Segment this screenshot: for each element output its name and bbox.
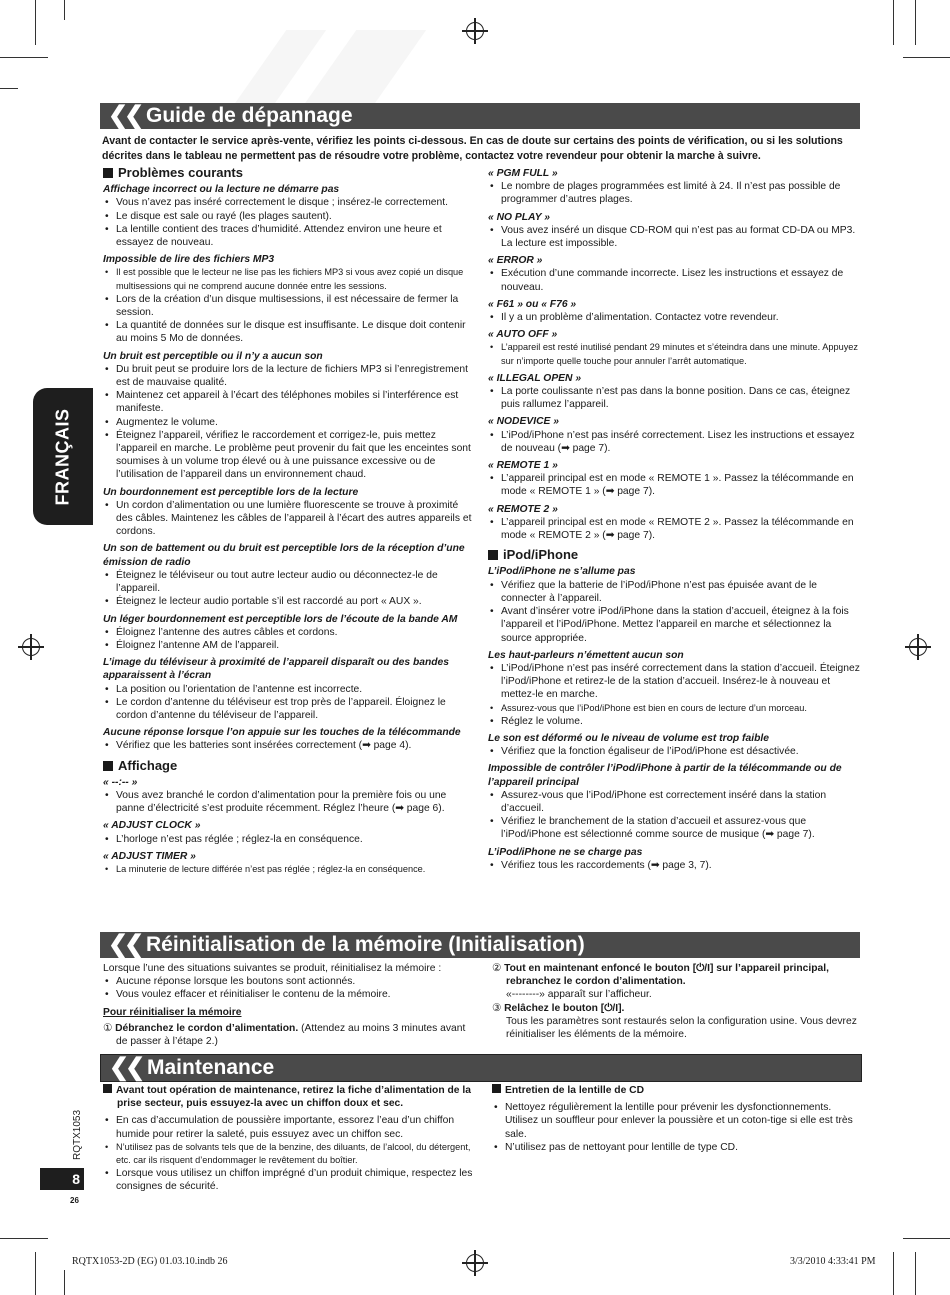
- section-title: Guide de dépannage: [146, 104, 353, 127]
- solution-list: [488, 472, 862, 498]
- maintenance-right: [492, 1084, 862, 1154]
- solution-list: [488, 311, 862, 324]
- small-page-number: 26: [70, 1196, 79, 1205]
- crop-mark: [35, 0, 36, 45]
- solution-list: [488, 385, 862, 411]
- registration-mark-icon: [466, 22, 484, 40]
- crop-mark: [0, 57, 48, 58]
- registration-mark-icon: [909, 638, 927, 656]
- problem-title: Impossible de lire des fichiers MP3: [103, 254, 275, 266]
- problem-title: « PGM FULL »: [488, 168, 558, 179]
- lens-list: [492, 1101, 862, 1154]
- list-item: • Augmentez le volume.: [103, 416, 477, 429]
- step-bold: Débranchez le cordon d’alimentation.: [115, 1022, 299, 1034]
- step-bold: Relâchez le bouton [⏻/I].: [504, 1002, 625, 1014]
- reset-right: [492, 962, 862, 1041]
- lens-heading: [492, 1084, 862, 1097]
- solution-list: [488, 180, 862, 206]
- solution-list: [103, 626, 477, 652]
- solution-list: [103, 569, 477, 609]
- solution-list: [103, 833, 477, 846]
- list-item: • Vérifiez que les batteries sont insérées correctement (➡ page 4).: [103, 739, 477, 752]
- list-item: • Vérifiez que la batterie de l’iPod/iPhone n’est pas épuisée avant de le connecter à l’appareil.: [488, 579, 862, 605]
- list-item: • La quantité de données sur le disque est insuffisante. Le disque doit contenir au moins 5 Mo de données.: [103, 319, 477, 345]
- problem-title: Un léger bourdonnement est perceptible lors de l’écoute de la bande AM: [103, 613, 458, 625]
- solution-list: [103, 863, 477, 876]
- crop-mark: [893, 0, 894, 45]
- problem-groups: [103, 183, 477, 752]
- display-message-groups: [488, 167, 862, 542]
- crop-mark: [0, 88, 18, 89]
- reset-intro: Lorsque l’une des situations suivantes se produit, réinitialisez la mémoire :: [103, 963, 442, 974]
- list-item: • Aucune réponse lorsque les boutons sont actionnés.: [103, 975, 473, 988]
- list-item: • Lors de la création d’un disque multisessions, il est nécessaire de fermer la session.: [103, 293, 477, 319]
- list-item: • Nettoyez régulièrement la lentille pour prévenir les dysfonctionnements. Utilisez un souffleur pour enlever la poussière et un coton-tige si elle est très sale.: [492, 1101, 862, 1141]
- problem-title: « AUTO OFF »: [488, 329, 558, 341]
- registration-mark-icon: [22, 638, 40, 656]
- list-item: • Il y a un problème d’alimentation. Contactez votre revendeur.: [488, 311, 862, 324]
- crop-mark: [903, 57, 950, 58]
- list-item: • Lorsque vous utilisez un chiffon imprégné d’un produit chimique, respectez les consignes de sécurité.: [103, 1167, 475, 1193]
- solution-list: [103, 196, 477, 249]
- problem-title: Impossible de contrôler l’iPod/iPhone à partir de la télécommande ou de l’appareil principal: [488, 763, 842, 788]
- solution-list: [103, 739, 477, 752]
- step-text: (Attendez au moins 3 minutes avant de passer à l’étape 2.): [116, 1022, 466, 1048]
- right-column: [488, 163, 862, 872]
- intro-paragraph: Avant de contacter le service après-vente, vérifiez les points ci-dessous. En cas de doute sur certains des points de vérification, ou si les solutions décrites dans le tableau ne permettent pas de résoudre votre problème, contactez votre revendeur pour obtenir la marche à suivre.: [102, 135, 843, 162]
- list-item: • Le cordon d’antenne du téléviseur est trop près de l’appareil. Éloignez le cordon d’antenne du téléviseur de l’appareil.: [103, 696, 477, 722]
- step-number: ①: [103, 1022, 113, 1034]
- page-number: 8: [40, 1168, 84, 1190]
- list-item: • La porte coulissante n’est pas dans la bonne position. Dans ce cas, éteignez puis rallumez l’appareil.: [488, 385, 862, 411]
- list-item: • Le disque est sale ou rayé (les plages sautent).: [103, 210, 477, 223]
- solution-list: [103, 363, 477, 482]
- problem-title: « ADJUST TIMER »: [103, 850, 196, 862]
- section-title: Maintenance: [147, 1056, 275, 1079]
- step-bold: Tout en maintenant enfoncé le bouton [⏻/I] sur l’appareil principal, rebranchez le cordon d’alimentation.: [504, 963, 830, 988]
- list-item: • Assurez-vous que l’iPod/iPhone est correctement inséré dans la station d’accueil.: [488, 789, 862, 815]
- list-item: • L’iPod/iPhone n’est pas inséré correctement dans la station d’accueil. Éteignez l’iPod/iPhone et retirez-le de la station d’accueil. Insérez-le à nouveau et mettez-le en marche.: [488, 662, 862, 702]
- list-item: • Il est possible que le lecteur ne lise pas les fichiers MP3 si vous avez copié un disque multisessions qui ne comprend aucune donnée entre les sessions.: [103, 266, 477, 292]
- subsection-heading: [103, 759, 477, 772]
- problem-title: « ILLEGAL OPEN »: [488, 372, 582, 384]
- list-item: • Maintenez cet appareil à l’écart des téléphones mobiles si l’interférence est manifeste.: [103, 389, 477, 415]
- maintenance-list: [103, 1114, 475, 1193]
- heading-text: Problèmes courants: [118, 165, 243, 180]
- problem-title: « ERROR »: [488, 255, 543, 267]
- square-bullet-icon: [103, 168, 113, 178]
- problem-title: L’image du téléviseur à proximité de l’appareil disparaît ou des bandes apparaissent à l’écran: [103, 657, 450, 682]
- list-item: • L’appareil principal est en mode « REMOTE 1 ». Passez la télécommande en mode « REMOTE 1 » (➡ page 7).: [488, 472, 862, 498]
- maintenance-left: [103, 1084, 475, 1194]
- chevron-icon: ❮❮: [108, 931, 141, 958]
- chevron-icon: ❮❮: [109, 1054, 142, 1081]
- list-item: • Vous voulez effacer et réinitialiser le contenu de la mémoire.: [103, 988, 473, 1001]
- solution-list: [103, 789, 477, 815]
- model-code: RQTX1053: [72, 1109, 83, 1160]
- registration-mark-icon: [466, 1254, 484, 1272]
- step-2-note: «--------» apparaît sur l’afficheur.: [506, 989, 652, 1001]
- step-3-note: Tous les paramètres sont restaurés selon la configuration usine. Vous devrez réinitialiser les éléments de la mémoire.: [506, 1015, 857, 1041]
- problem-title: Un bruit est perceptible ou il n’y a aucun son: [103, 350, 323, 362]
- left-column: [103, 164, 477, 876]
- solution-list: [488, 224, 862, 250]
- solution-list: [103, 499, 477, 539]
- list-item: • Éloignez l’antenne AM de l’appareil.: [103, 639, 477, 652]
- crop-mark: [64, 1270, 65, 1295]
- problem-title: Le son est déformé ou le niveau de volume est trop faible: [488, 732, 769, 744]
- step-2: [492, 962, 862, 988]
- square-bullet-icon: [103, 1084, 112, 1093]
- maintenance-warning: [103, 1084, 475, 1110]
- list-item: • N’utilisez pas de solvants tels que de la benzine, des diluants, de l’alcool, du détergent, etc. car ils risquent d’endommager le revêtement du boîtier.: [103, 1141, 475, 1167]
- language-tab: [33, 388, 93, 525]
- solution-list: [488, 341, 862, 367]
- section-header-reset: [100, 932, 860, 958]
- problem-title: « ADJUST CLOCK »: [103, 820, 201, 832]
- square-bullet-icon: [492, 1084, 501, 1093]
- list-item: • L’iPod/iPhone n’est pas inséré correctement. Lisez les instructions et essayez de nouveau (➡ page 7).: [488, 429, 862, 455]
- list-item: • La minuterie de lecture différée n’est pas réglée ; réglez-la en conséquence.: [103, 863, 477, 876]
- square-bullet-icon: [103, 761, 113, 771]
- ipod-groups: [488, 565, 862, 871]
- solution-list: [488, 429, 862, 455]
- list-item: • Éteignez le lecteur audio portable s’il est raccordé au port « AUX ».: [103, 595, 477, 608]
- problem-title: « REMOTE 2 »: [488, 503, 558, 515]
- list-item: • Du bruit peut se produire lors de la lecture de fichiers MP3 si l’enregistrement est de mauvaise qualité.: [103, 363, 477, 389]
- list-item: • Vérifiez le branchement de la station d’accueil et assurez-vous que l’iPod/iPhone est sélectionné comme source de musique (➡ page 7).: [488, 815, 862, 841]
- display-groups: [103, 776, 477, 876]
- list-item: • La position ou l’orientation de l’antenne est incorrecte.: [103, 683, 477, 696]
- background-stripe: [304, 30, 427, 105]
- list-item: • Éteignez le téléviseur ou tout autre lecteur audio ou déconnectez-le de l’appareil.: [103, 569, 477, 595]
- problem-title: Aucune réponse lorsque l’on appuie sur les touches de la télécommande: [103, 727, 461, 739]
- solution-list: [103, 266, 477, 345]
- solution-list: [488, 789, 862, 842]
- list-item: • L’horloge n’est pas réglée ; réglez-la en conséquence.: [103, 833, 477, 846]
- list-item: • Avant d’insérer votre iPod/iPhone dans la station d’accueil, éteignez à la fois l’appareil et l’iPod/iPhone. Mettez l’appareil en marche et sélectionnez la source appropriée.: [488, 605, 862, 645]
- list-item: • Vous avez inséré un disque CD-ROM qui n’est pas au format CD-DA ou MP3. La lecture est impossible.: [488, 224, 862, 250]
- warning-text: Avant tout opération de maintenance, retirez la fiche d’alimentation de la prise secteur, puis essuyez-la avec un chiffon doux et sec.: [116, 1085, 471, 1110]
- subsection-heading: [488, 548, 862, 561]
- crop-mark: [915, 0, 916, 45]
- list-item: • Exécution d’une commande incorrecte. Lisez les instructions et essayez de nouveau.: [488, 267, 862, 293]
- list-item: • Réglez le volume.: [488, 715, 862, 728]
- list-item: • Vérifiez que la fonction égaliseur de l’iPod/iPhone est désactivée.: [488, 745, 862, 758]
- list-item: • Éteignez l’appareil, vérifiez le raccordement et corrigez-le, puis mettez l’appareil en marche. Le problème peut provenir du fait que les enceintes sont soumises à un volume trop élevé ou à une puissance excessive ou de l’utilisation de l’appareil dans un environnement chaud.: [103, 429, 477, 482]
- list-item: • La lentille contient des traces d’humidité. Attendez environ une heure et essayez de nouveau.: [103, 223, 477, 249]
- step-number: ②: [492, 963, 502, 974]
- list-item: • Un cordon d’alimentation ou une lumière fluorescente se trouve à proximité des câbles. Maintenez les câbles de l’appareil à l’écart des autres appareils et cordons.: [103, 499, 477, 539]
- crop-mark: [35, 1252, 36, 1295]
- footer-timestamp: 3/3/2010 4:33:41 PM: [790, 1256, 876, 1267]
- list-item: • L’appareil est resté inutilisé pendant 29 minutes et s’éteindra dans une minute. Appuyez sur n’importe quelle touche pour annuler l’arrêt automatique.: [488, 341, 862, 367]
- problem-title: « REMOTE 1 »: [488, 460, 558, 472]
- solution-list: [488, 267, 862, 293]
- section-title: Réinitialisation de la mémoire (Initialisation): [146, 933, 585, 956]
- heading-text: Entretien de la lentille de CD: [505, 1085, 645, 1096]
- heading-text: Affichage: [118, 757, 178, 773]
- problem-title: Affichage incorrect ou la lecture ne démarre pas: [103, 184, 340, 196]
- problem-title: L’iPod/iPhone ne se charge pas: [488, 846, 643, 858]
- crop-mark: [915, 1252, 916, 1295]
- crop-mark: [0, 1238, 48, 1239]
- list-item: • N’utilisez pas de nettoyant pour lentille de type CD.: [492, 1141, 862, 1154]
- procedure-title: Pour réinitialiser la mémoire: [103, 1006, 242, 1018]
- reset-left: [103, 962, 473, 1048]
- step-3: [492, 1002, 862, 1015]
- list-item: • Assurez-vous que l’iPod/iPhone est bien en cours de lecture d’un morceau.: [488, 702, 862, 715]
- step-1: [103, 1022, 473, 1048]
- list-item: • L’appareil principal est en mode « REMOTE 2 ». Passez la télécommande en mode « REMOTE 2 » (➡ page 7).: [488, 516, 862, 542]
- language-tab-label: FRANÇAIS: [52, 408, 73, 505]
- solution-list: [488, 579, 862, 645]
- solution-list: [488, 745, 862, 758]
- square-bullet-icon: [488, 550, 498, 560]
- subsection-heading: [103, 166, 477, 179]
- problem-title: « F61 » ou « F76 »: [488, 298, 577, 310]
- chevron-icon: ❮❮: [108, 102, 141, 129]
- list-item: • Éloignez l’antenne des autres câbles et cordons.: [103, 626, 477, 639]
- problem-title: « NO PLAY »: [488, 211, 550, 223]
- problem-title: « --:-- »: [103, 776, 138, 788]
- crop-mark: [64, 0, 65, 20]
- problem-title: L’iPod/iPhone ne s’allume pas: [488, 566, 636, 578]
- problem-title: Les haut-parleurs n’émettent aucun son: [488, 649, 684, 661]
- section-header-maintenance: [100, 1054, 862, 1082]
- solution-list: [488, 859, 862, 872]
- step-number: ③: [492, 1002, 502, 1014]
- solution-list: [488, 662, 862, 728]
- heading-text: iPod/iPhone: [503, 547, 579, 563]
- footer-file-info: RQTX1053-2D (EG) 01.03.10.indb 26: [72, 1256, 228, 1267]
- list-item: • Le nombre de plages programmées est limité à 24. Il n’est pas possible de programmer d’autres plages.: [488, 180, 862, 206]
- list-item: • Vérifiez tous les raccordements (➡ page 3, 7).: [488, 859, 862, 872]
- list-item: • En cas d’accumulation de poussière importante, essorez l’eau d’un chiffon humide pour retirer la saleté, puis essuyez avec un chiffon sec.: [103, 1114, 475, 1140]
- list-item: • Vous n’avez pas inséré correctement le disque ; insérez-le correctement.: [103, 196, 477, 209]
- solution-list: [103, 683, 477, 723]
- section-header-troubleshooting: [100, 103, 860, 129]
- problem-title: Un bourdonnement est perceptible lors de la lecture: [103, 486, 359, 498]
- problem-title: Un son de battement ou du bruit est perceptible lors de la réception d’une émission de radio: [103, 543, 465, 568]
- solution-list: [488, 516, 862, 542]
- list-item: • Vous avez branché le cordon d’alimentation pour la première fois ou une panne d’électricité s’est produite récemment. Réglez l’heure (➡ page 6).: [103, 789, 477, 815]
- crop-mark: [893, 1252, 894, 1295]
- problem-title: « NODEVICE »: [488, 416, 559, 428]
- crop-mark: [903, 1238, 950, 1239]
